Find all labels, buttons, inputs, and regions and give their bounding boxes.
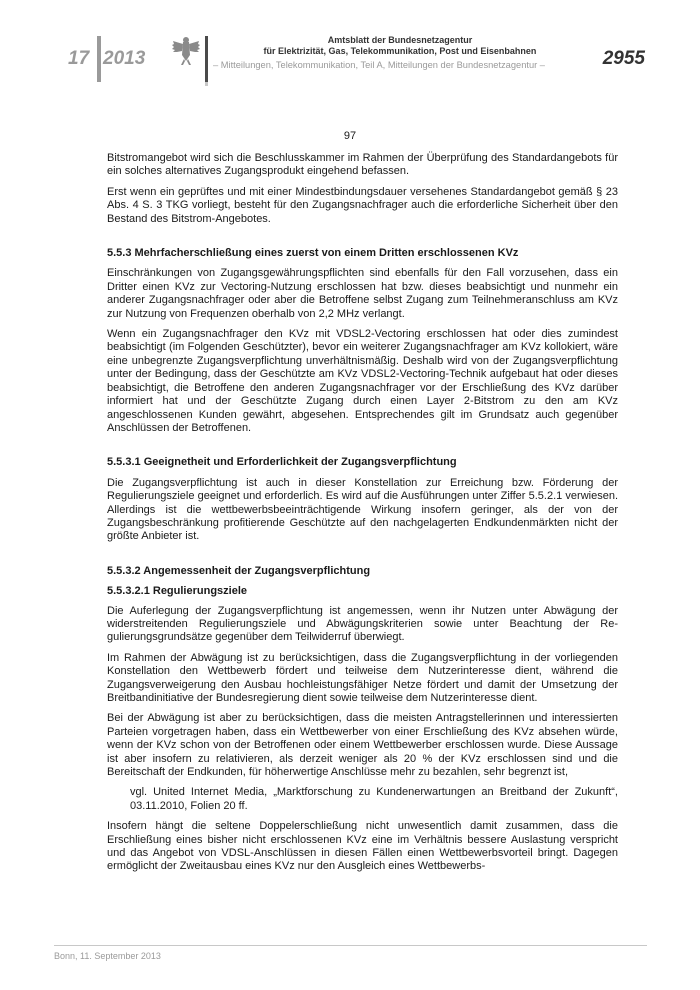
section-heading: 5.5.3.2 Angemessenheit der Zugangsverpflichtung xyxy=(107,564,371,577)
document-body xyxy=(107,152,618,881)
subsection-heading: 5.5.3.2.1 Regulierungsziele xyxy=(107,585,248,598)
paragraph: Erst wenn ein geprüftes und mit einer Mindestbindungsdauer versehenes Standardangebot gemäß § 23 Abs. 4 S. 3 TKG vorliegt, besteht für den Zugangsnachfrager auch die erforderliche Sicherheit über den Bestand des Bitstrom-Angebotes. xyxy=(107,185,618,225)
issue-divider xyxy=(97,36,101,82)
paragraph: Einschränkungen von Zugangsgewährungspflichten sind ebenfalls für den Fall vorzusehen, dass ein Dritter einen KVz zur Vectoring-Nutzung erschlossen hat bzw. dieses beabsichtigt und nunmehr ein anderer Zugangsnachfrager oder aber die Betroffene selbst Zugang zum Teilnehmeranschluss am KVz zur Nutzung von Frequenzen oberhalb von 2,2 MHz verlangt. xyxy=(107,267,618,320)
paragraph: Insofern hängt die seltene Doppelerschließung nicht unwesentlich damit zusammen, dass die Erschließung eines bisher nicht erschlossenen KVz eine im Verhältnis bessere Auslastung verspricht und das Angebot von VDSL-Anschlüssen in diesen Fällen einen Wettbewerbsvorteil bringt. Dagegen ermöglicht der Zweitausbau eines KVz nur den Ausgleich eines Wettbewerbs- xyxy=(107,820,618,873)
header-divider xyxy=(205,36,208,82)
footer-place-date: Bonn, 11. September 2013 xyxy=(54,951,161,961)
paragraph: Bei der Abwägung ist aber zu berücksichtigen, dass die meisten Antragstellerinnen und interessierten Parteien vorgetragen haben, dass ein Wettbewerber von einer Erschließung des KVz absehen würde, wenn der KVz schon von der Betroffenen oder einem Wettbewerber erschlossen wurde. Diese Aussage ist aber insofern zu relativieren, als derzeit weniger als 20 % der KVz erschlossen sind und die Bereitschaft der Endkunden, für höherwertige Anschlüsse mehr zu bezahlen, sehr begrenzt ist, xyxy=(107,712,618,779)
page-header xyxy=(0,0,700,92)
section-heading: 5.5.3 Mehrfacherschließung eines zuerst von einem Dritten erschlossenen KVz xyxy=(107,247,519,260)
paragraph: Die Zugangsverpflichtung ist auch in dieser Konstellation zur Erreichung bzw. Förderung der Regulierungsziele geeignet und erforderlich. Es wird auf die Ausführungen unter Ziffer 5.5.2.1 verwiesen. Allerdings ist die wettbewerbsbeeinträchtigende Wirkung insofern geringer, als der von der Zugangsbeschränkung profitierende Geschützte auf den nachgelagerten Endkundenmärkten nicht der größte Anbieter ist. xyxy=(107,476,618,543)
paragraph: Wenn ein Zugangsnachfrager den KVz mit VDSL2-Vectoring erschlossen hat oder dies zumindest beabsichtigt (im Folgenden Geschützter), bevor ein weiterer Zugangsnachfrager am KVz kollokiert, wäre eine unbegrenzte Zugangsverpflichtung unverhältnismäßig. Deshalb wird von der Zugangsverpflichtung unter der Bedingung, dass der Geschützte am KVz VDSL2-Vectoring-Technik aufgebaut hat oder dieses beabsichtigt, die Betroffene den anderen Zugangsnachfrager vor der Erschließung des KVz darüber informiert hat und der Geschützte Zugang durch einen Layer 2-Bitstrom zu den am KVz angeschlossenen Kunden gewährt, abgesehen. Entsprechendes gilt im Grundsatz auch gegenüber Anschlüssen der Betroffenen. xyxy=(107,328,618,434)
citation: vgl. United Internet Media, „Marktforschung zu Kundenerwartungen an Breitband der Zukunft“, 03.11.2010, Folien 20 ff. xyxy=(130,786,618,812)
issue-number: 17 xyxy=(68,48,90,69)
issue-year: 2013 xyxy=(103,48,146,69)
header-divider-shade xyxy=(205,82,208,86)
footer-divider xyxy=(54,945,647,946)
publication-title: Amtsblatt der Bundesnetzagentur xyxy=(327,35,473,45)
section-heading: 5.5.3.1 Geeignetheit und Erforderlichkeit der Zugangsverpflichtung xyxy=(107,456,457,469)
paragraph: Im Rahmen der Abwägung ist zu berücksichtigen, dass die Zugangsverpflichtung in der vorliegenden Konstellation den Wettbewerb fördert und teilweise dem Nutzerinteresse dient, während die Zugangsverweigerung den Ausbau hochleistungsfähiger Netze fördert und damit der Umsetzung der Breitbandinitiative der Bundesregierung dient sowie teilweise dem Nutzerinteresse dient. xyxy=(107,651,618,704)
federal-eagle-icon xyxy=(171,35,201,67)
paragraph: Bitstromangebot wird sich die Beschlusskammer im Rahmen der Überprüfung des Standardangebots für ein solches alternatives Zugangsprodukt eingehend befassen. xyxy=(107,152,618,178)
publication-title-sub: für Elektrizität, Gas, Telekommunikation, Post und Eisenbahnen xyxy=(263,46,537,56)
page-number: 2955 xyxy=(602,48,645,69)
inner-page-number: 97 xyxy=(343,130,357,142)
publication-subtitle: – Mitteilungen, Telekommunikation, Teil A, Mitteilungen der Bundesnetzagentur – xyxy=(213,60,545,70)
paragraph: Die Auferlegung der Zugangsverpflichtung ist angemessen, wenn ihr Nutzen unter Abwägung der widerstreitenden Regulierungsziele und Abwägungskriterien sowie unter Beachtung der Regulierungsgrundsätze gegenüber dem Teilwiderruf überwiegt. xyxy=(107,604,618,644)
